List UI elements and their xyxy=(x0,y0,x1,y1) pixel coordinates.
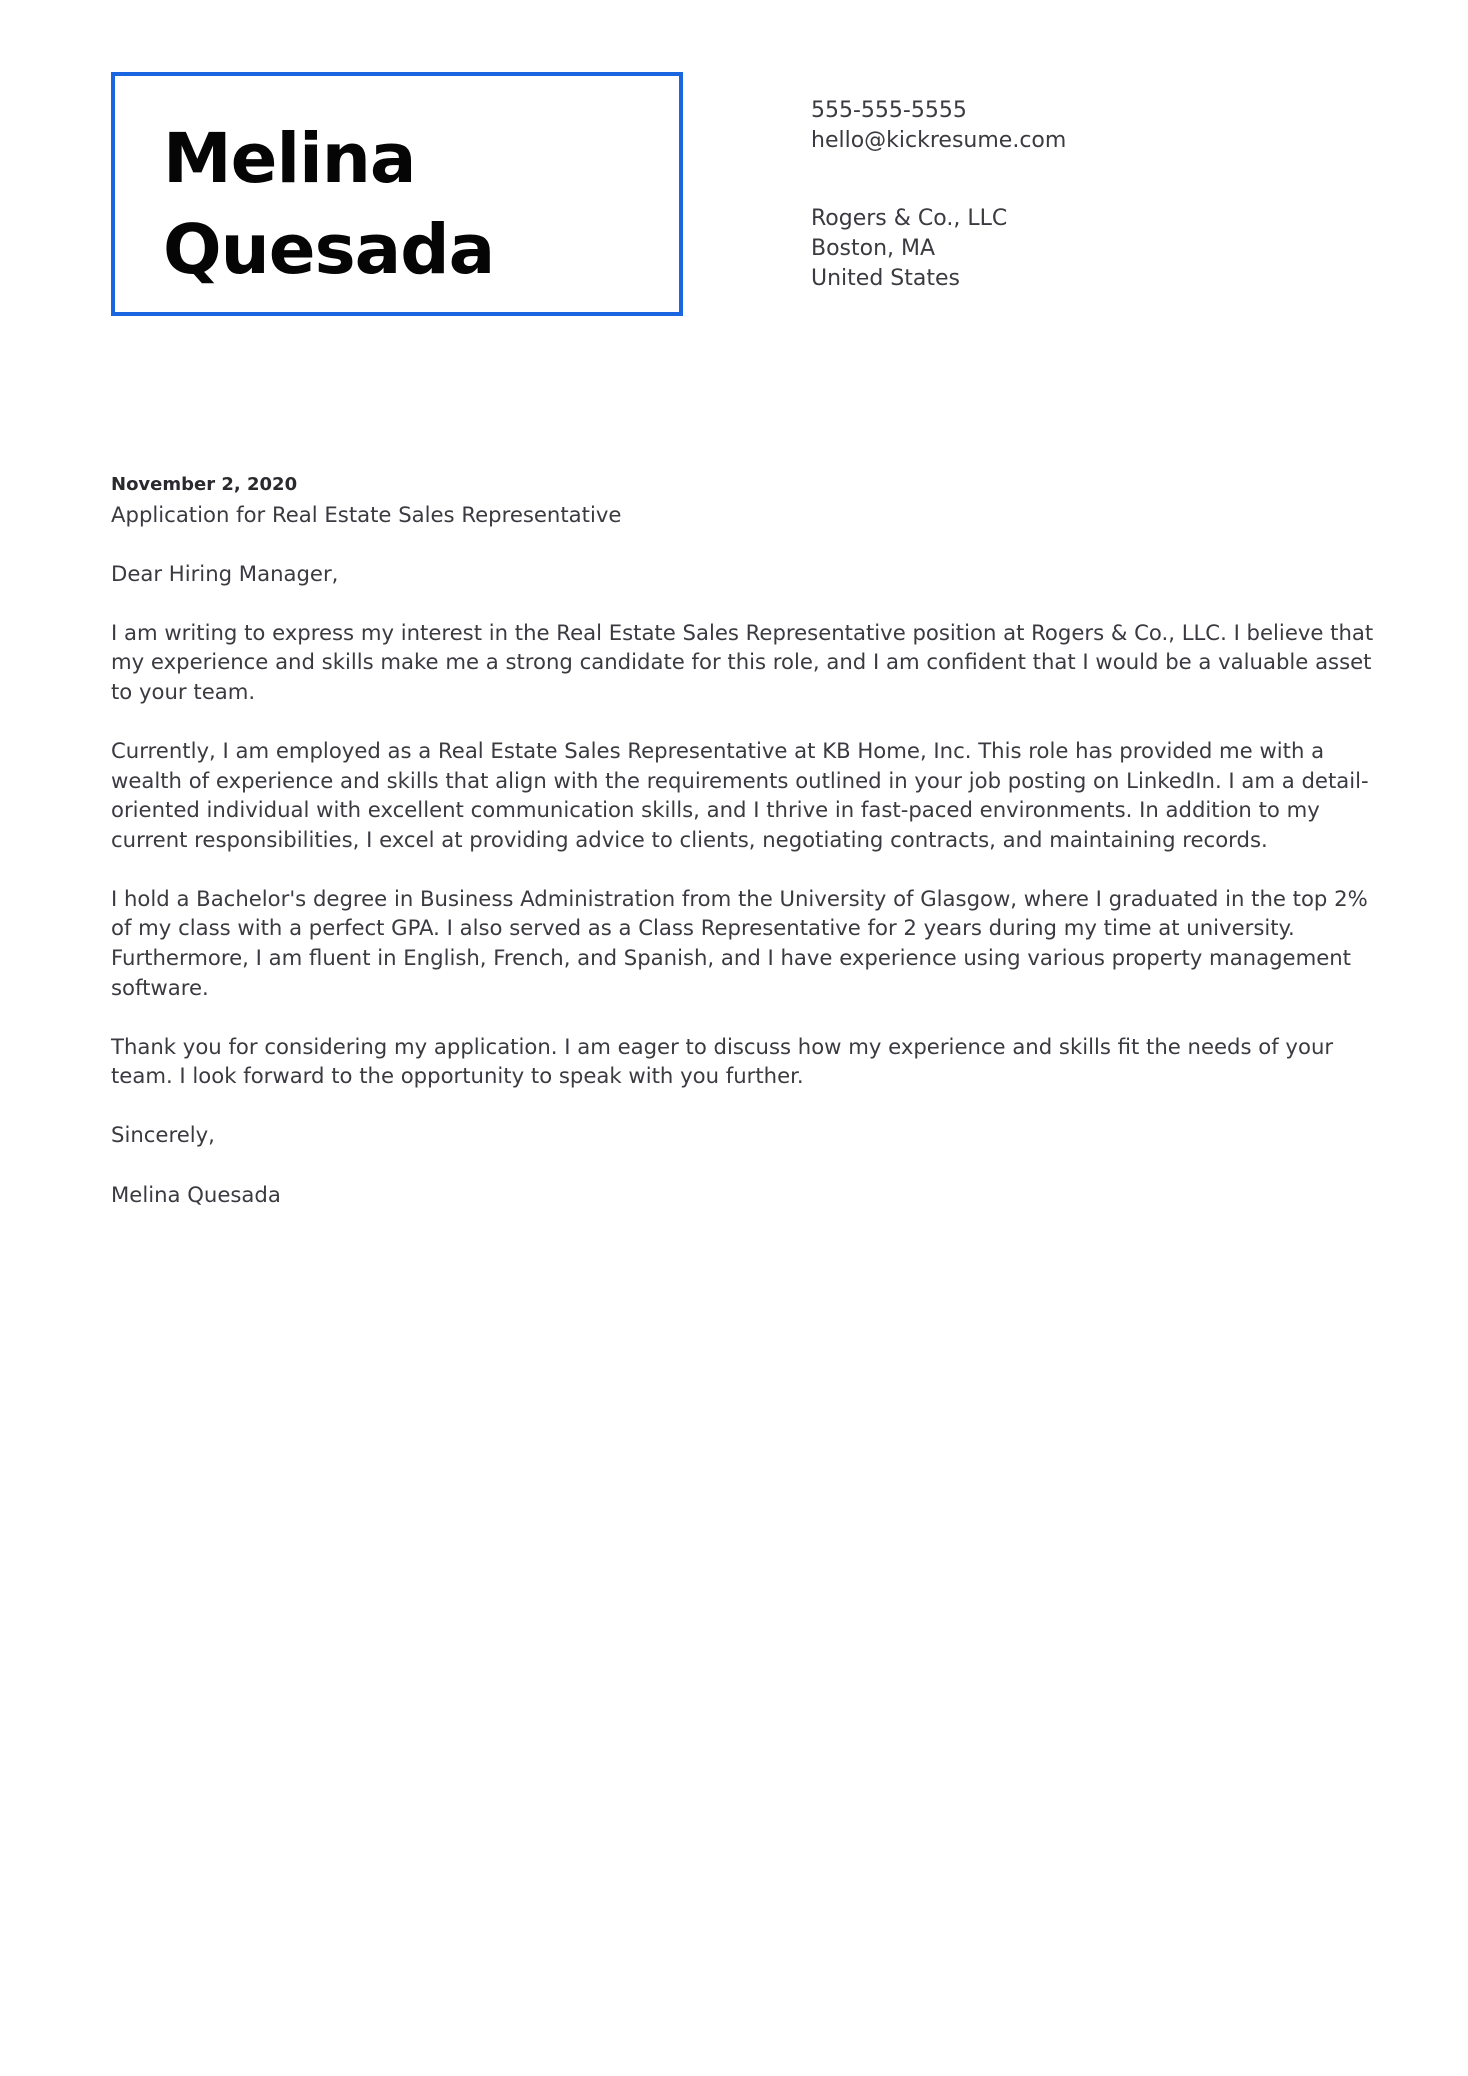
letter-body xyxy=(111,470,1393,1239)
recipient-city: Boston, MA xyxy=(811,236,936,261)
closing: Sincerely, xyxy=(111,1122,215,1148)
paragraph-closing: Thank you for considering my application. I am eager to discuss how my experience and skills fit the needs of your team. I look forward to the opportunity to speak with you further. xyxy=(111,1033,1334,1089)
contact-info xyxy=(811,96,1066,156)
phone-number: 555-555-5555 xyxy=(811,98,967,123)
name-box xyxy=(111,72,683,316)
signature: Melina Quesada xyxy=(111,1181,281,1207)
email-address: hello@kickresume.com xyxy=(811,128,1067,153)
recipient-address xyxy=(811,204,1007,294)
paragraph-experience: Currently, I am employed as a Real Estate Sales Representative at KB Home, Inc. This role has provided me with a wealth of experience and skills that align with the requirements outlined in your job posting on LinkedIn. I am a detail-oriented individual with excellent communication skills, and I thrive in fast-paced environments. In addition to my current responsibilities, I excel at providing advice to clients, negotiating contracts, and maintaining records. xyxy=(111,737,1369,852)
letter-date: November 2, 2020 xyxy=(111,474,298,495)
letter-subject: Application for Real Estate Sales Representative xyxy=(111,502,622,527)
recipient-company: Rogers & Co., LLC xyxy=(811,206,1008,231)
applicant-first-name: Melina xyxy=(163,119,416,199)
applicant-name xyxy=(163,114,494,296)
paragraph-education: I hold a Bachelor's degree in Business Administration from the University of Glasgow, where I graduated in the top 2% of my class with a perfect GPA. I also served as a Class Representative for 2 years during my time at university. Furthermore, I am fluent in English, French, and Spanish, and I have experience using various property management software. xyxy=(111,885,1368,1000)
recipient-country: United States xyxy=(811,266,960,291)
salutation: Dear Hiring Manager, xyxy=(111,560,339,586)
applicant-last-name: Quesada xyxy=(163,210,495,290)
paragraph-interest: I am writing to express my interest in the Real Estate Sales Representative position at Rogers & Co., LLC. I believe that my experience and skills make me a strong candidate for this role, and I am confident that I would be a valuable asset to your team. xyxy=(111,619,1374,704)
